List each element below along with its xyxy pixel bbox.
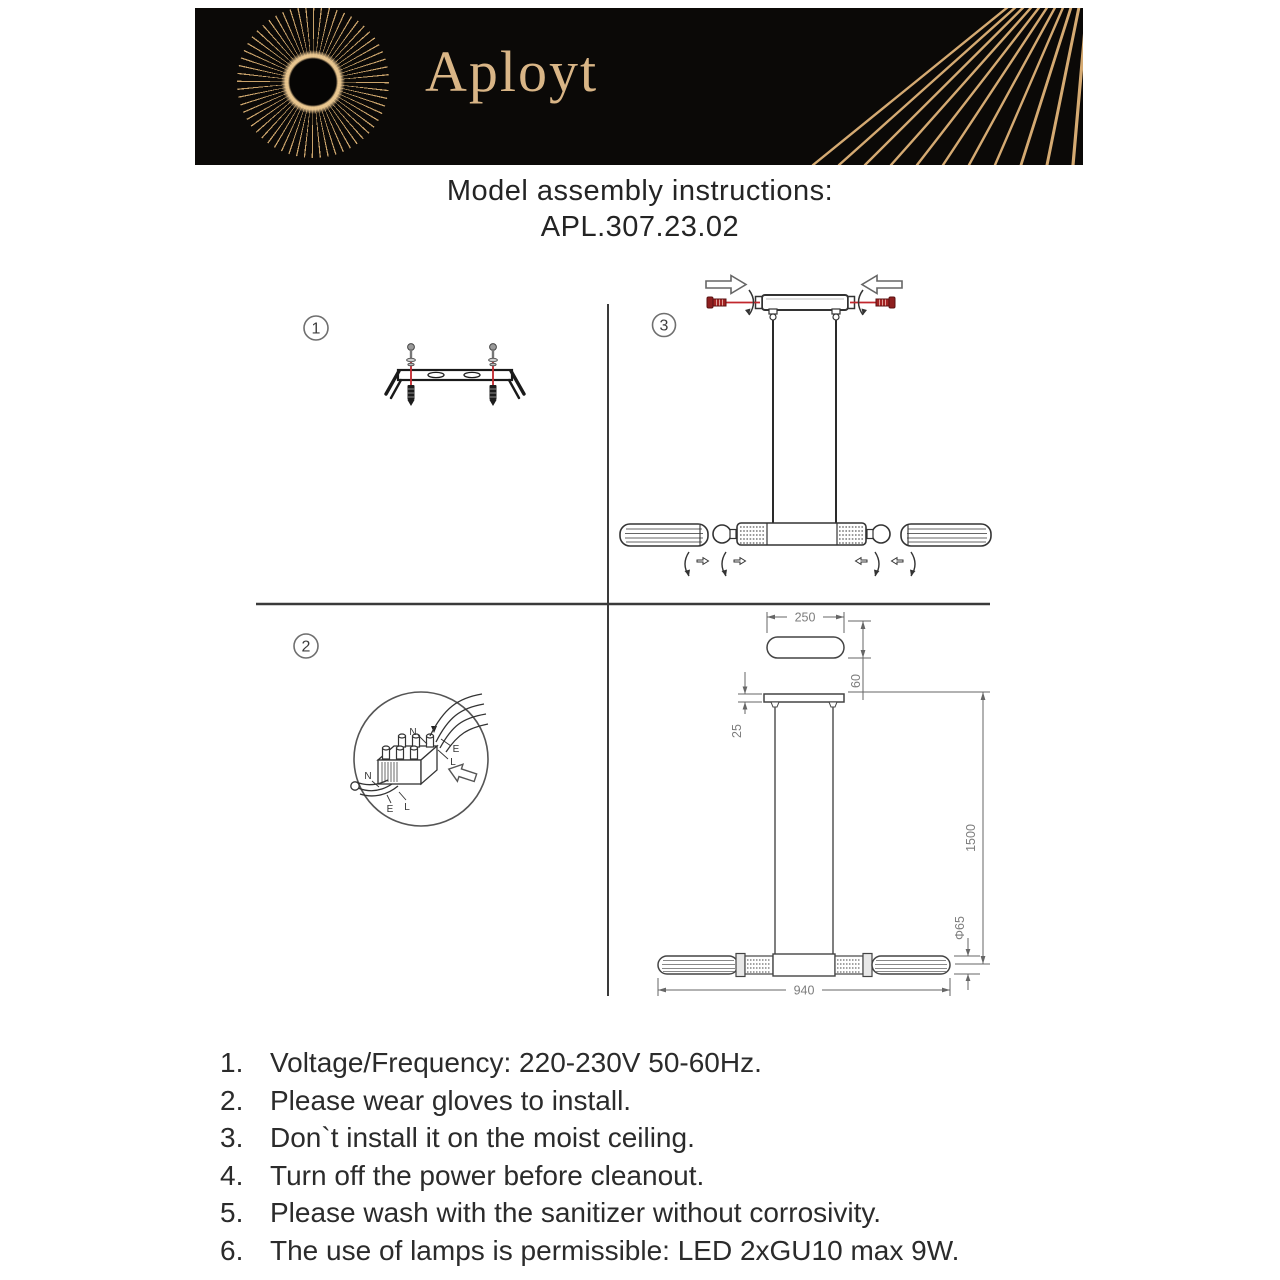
instruction-text: Please wear gloves to install.: [270, 1084, 632, 1116]
instruction-number: 6.: [220, 1234, 244, 1266]
side-screw-icon: [850, 297, 895, 308]
instruction-item: [220, 1157, 1100, 1195]
svg-text:3: 3: [659, 317, 669, 335]
shade-tube-icon: [901, 524, 991, 546]
instruction-text: Don`t install it on the moist ceiling.: [270, 1122, 695, 1153]
rotate-arrow-icon: [722, 552, 746, 576]
instruction-item: [220, 1232, 1100, 1270]
rotate-arrow-icon: [856, 552, 880, 576]
model-number: APL.307.23.02: [540, 211, 740, 243]
instruction-text: Please wash with the sanitizer without corrosivity.: [270, 1197, 882, 1228]
step1-badge: [304, 316, 328, 340]
instruction-item: [220, 1194, 1100, 1232]
instructions-list: [220, 1044, 1100, 1269]
instruction-number: 5.: [220, 1197, 244, 1228]
svg-text:N: N: [409, 727, 417, 738]
wall-anchor-icon: [490, 385, 497, 406]
dim-fixture-length: 940: [793, 983, 815, 998]
step3-badge: [653, 314, 676, 337]
svg-text:2: 2: [301, 638, 311, 656]
instruction-item: [220, 1044, 1100, 1082]
bulb-icon: [713, 525, 736, 543]
dimension-drawing: [658, 611, 990, 998]
push-arrow-left-icon: [862, 276, 902, 294]
shade-tube-icon: [620, 524, 708, 546]
svg-text:1: 1: [311, 320, 321, 338]
svg-text:L: L: [450, 757, 456, 768]
instruction-number: 1.: [220, 1047, 244, 1078]
instruction-text: The use of lamps is permissible: LED 2xGU10 max 9W.: [270, 1234, 960, 1266]
svg-text:N: N: [364, 771, 372, 782]
instruction-item: [220, 1119, 1100, 1157]
instruction-number: 2.: [220, 1084, 244, 1116]
instruction-item: [220, 1082, 1100, 1120]
instruction-text: Turn off the power before cleanout.: [270, 1159, 705, 1191]
rotate-arrow-icon: [685, 552, 709, 576]
dim-canopy-length: 250: [794, 610, 816, 625]
brand-logo-text: Aployt: [425, 39, 599, 104]
step1-bracket-diagram: [386, 344, 524, 406]
step2-badge: [294, 634, 318, 658]
step3-assembly-diagram: [620, 276, 991, 577]
instruction-number: 4.: [220, 1159, 244, 1191]
dim-shade-diameter: Φ65: [953, 916, 967, 940]
page-title: Model assembly instructions:: [446, 175, 834, 207]
svg-text:L: L: [404, 802, 410, 813]
bulb-icon: [867, 525, 890, 543]
instruction-number: 3.: [220, 1122, 244, 1153]
dim-canopy-depth: 60: [849, 674, 863, 688]
rotate-arrow-icon: [892, 552, 916, 576]
step2-wiring-diagram: [351, 692, 488, 826]
side-screw-icon: [707, 297, 760, 308]
svg-text:E: E: [386, 804, 394, 815]
dim-canopy-height: 25: [730, 724, 744, 738]
dim-suspension-height: 1500: [964, 824, 978, 852]
lamp-front-view: [658, 954, 950, 977]
wall-anchor-icon: [408, 385, 415, 406]
instruction-text: Voltage/Frequency: 220-230V 50-60Hz.: [270, 1047, 762, 1078]
svg-text:E: E: [452, 744, 460, 755]
push-arrow-right-icon: [706, 276, 746, 294]
